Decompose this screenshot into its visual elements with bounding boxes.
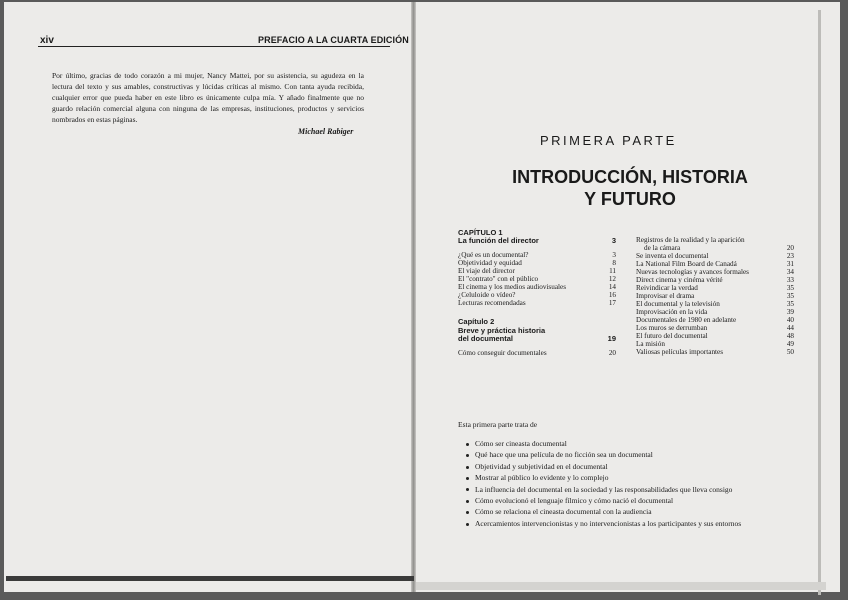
toc-entry: Valiosas películas importantes 50	[636, 348, 794, 356]
page-shadow	[6, 576, 414, 581]
toc-entry: Documentales de 1980 en adelante 40	[636, 316, 794, 324]
header-rule	[38, 46, 390, 47]
bullet-icon	[466, 488, 469, 491]
preface-paragraph: Por último, gracias de todo corazón a mi mujer, Nancy Mattei, por su asistencia, su agudeza en la lectura del texto y sus amables, constructivas y lúcidas críticas al mismo. Con tanta ayuda recibida, cualquier error que pueda haber en este libro es únicamente culpa mía. Y añado finalmente que no guardo relación comercial alguna con ninguna de las empresas, instituciones, productos y servicios nombrados en estas páginas.	[52, 71, 364, 124]
page-edge	[818, 10, 821, 595]
toc-entry: Los muros se derrumban 44	[636, 324, 794, 332]
page-number: xiv	[40, 35, 54, 46]
part-label: PRIMERA PARTE	[540, 133, 677, 148]
toc-column-right	[636, 236, 794, 356]
toc-entry: ¿Qué es un documental? 3	[458, 251, 616, 259]
chapter-title: La función del director	[458, 236, 539, 245]
page-shadow	[416, 582, 826, 590]
toc-entry: Objetividad y equidad 8	[458, 259, 616, 267]
chapter-title: del documental	[458, 334, 514, 343]
list-item: Mostrar al público lo evidente y lo complejo	[466, 472, 741, 483]
toc-entry: Nuevas tecnologías y avances formales 34	[636, 268, 794, 276]
running-head: PREFACIO A LA CUARTA EDICIÓN	[258, 35, 409, 45]
list-item: Objetividad y subjetividad en el documental	[466, 461, 741, 472]
toc-entry: Improvisar el drama 35	[636, 292, 794, 300]
bullet-icon	[466, 454, 469, 457]
toc-entry: La misión 49	[636, 340, 794, 348]
bullet-icon	[466, 511, 469, 514]
bullet-icon	[466, 500, 469, 503]
toc-entry: Cómo conseguir documentales 20	[458, 349, 616, 357]
list-item: Qué hace que una película de no ficción sea un documental	[466, 449, 741, 460]
list-item: La influencia del documental en la sociedad y las responsabilidades que lleva consigo	[466, 484, 741, 495]
topic-bullet-list	[466, 438, 741, 529]
list-item: Acercamientos intervencionistas y no intervencionistas a los participantes y sus entornos	[466, 518, 741, 529]
bullet-icon	[466, 523, 469, 526]
part-title	[490, 166, 770, 210]
chapter-page: 3	[611, 236, 616, 245]
toc-entry: El cinema y los medios audiovisuales 14	[458, 283, 616, 291]
bullet-icon	[466, 477, 469, 480]
chapter-label: CAPÍTULO 1	[458, 228, 503, 237]
toc-entry: ¿Celuloide o vídeo? 16	[458, 291, 616, 299]
list-item: Cómo evolucionó el lenguaje fílmico y cómo nació el documental	[466, 495, 741, 506]
toc-entry: El futuro del documental 48	[636, 332, 794, 340]
toc-entry: Lecturas recomendadas 17	[458, 299, 616, 307]
bullet-icon	[466, 466, 469, 469]
toc-entry: El "contrato" con el público 12	[458, 275, 616, 283]
toc-entry: Direct cinema y cinéma vérité 33	[636, 276, 794, 284]
bullet-icon	[466, 443, 469, 446]
toc-entry: El documental y la televisión 35	[636, 300, 794, 308]
chapter-title-row	[458, 237, 616, 245]
list-item: Cómo ser cineasta documental	[466, 438, 741, 449]
toc-entry: Se inventa el documental 23	[636, 252, 794, 260]
toc-column-left	[458, 228, 616, 357]
part-title-line: INTRODUCCIÓN, HISTORIA	[512, 167, 748, 187]
list-item: Cómo se relaciona el cineasta documental con la audiencia	[466, 506, 741, 517]
chapter-label: Capítulo 2	[458, 317, 495, 326]
chapter-title: Breve y práctica historia	[458, 326, 546, 335]
author-signature: Michael Rabiger	[298, 127, 354, 136]
toc-entry: de la cámara 20	[644, 244, 794, 252]
toc-entry: La National Film Board de Canadá 31	[636, 260, 794, 268]
toc-entry: Improvisación en la vida 39	[636, 308, 794, 316]
part-title-line: Y FUTURO	[584, 189, 676, 209]
chapter-title-row	[458, 335, 616, 343]
chapter-page: 19	[607, 334, 616, 343]
toc-entry: Reivindicar la verdad 35	[636, 284, 794, 292]
toc-entry: Registros de la realidad y la aparición	[636, 236, 745, 244]
toc-entry: El viaje del director 11	[458, 267, 616, 275]
intro-text: Esta primera parte trata de	[458, 420, 538, 429]
book-spine	[411, 2, 416, 592]
